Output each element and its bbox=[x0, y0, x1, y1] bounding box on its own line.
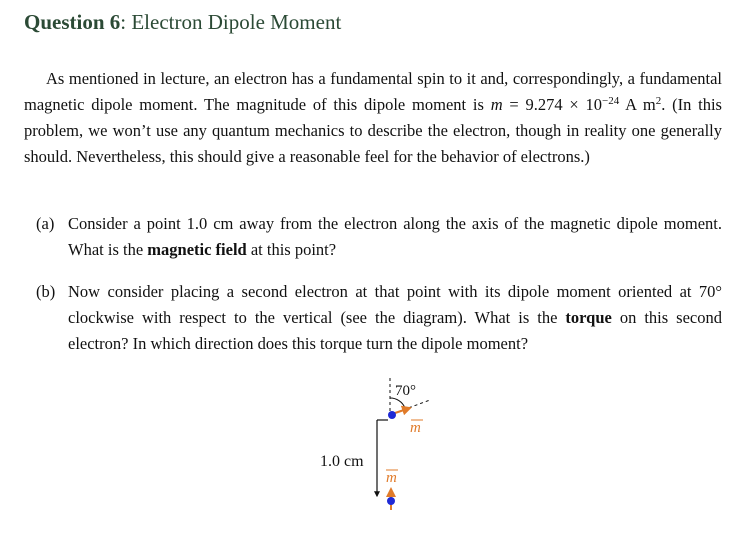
intro-unit: A m bbox=[619, 95, 656, 114]
angle-arc bbox=[390, 398, 405, 408]
top-electron bbox=[388, 411, 396, 419]
intro-exp: −24 bbox=[601, 95, 620, 107]
part-b-bold: torque bbox=[565, 308, 612, 327]
part-b-text-2: on this second electron? In which direction does this torque turn the dipole moment? bbox=[68, 308, 722, 353]
top-m-label: m bbox=[410, 420, 421, 436]
distance-label: 1.0 cm bbox=[320, 453, 364, 470]
part-b-label: (b) bbox=[36, 282, 56, 301]
intro-var-m: m bbox=[490, 95, 503, 114]
part-a-text-2: at this point? bbox=[246, 240, 337, 259]
question-number: Question 6 bbox=[24, 10, 121, 34]
part-b-text-1: Now consider placing a second electron at that point with its dipole moment oriented at 70° clockwise with respect to the vertical (see the diagram). What is the bbox=[68, 282, 722, 327]
question-heading bbox=[24, 10, 341, 35]
part-b bbox=[36, 279, 722, 357]
angle-label: 70° bbox=[395, 383, 416, 399]
intro-text-1: As mentioned in lecture, an electron has a fundamental spin to it and, correspondingly, a fundamental magnetic dipole moment. The magnitude of this dipole moment is bbox=[24, 69, 722, 114]
intro-text-2: . (In this problem, we won’t use any quantum mechanics to describe the electron, though in reality one generally should. Nevertheless, this should give a reasonable feel for the behavior of electrons.) bbox=[24, 95, 722, 166]
bottom-m-label: m bbox=[386, 470, 397, 486]
top-dipole-vector bbox=[392, 408, 410, 414]
angle-direction-line bbox=[392, 400, 430, 414]
part-a-label: (a) bbox=[36, 214, 55, 233]
intro-unit-exp: 2 bbox=[655, 95, 662, 107]
intro-eq: = 9.274 × 10 bbox=[502, 95, 602, 114]
intro-paragraph bbox=[24, 66, 722, 170]
part-a bbox=[36, 211, 722, 263]
part-a-text-1: Consider a point 1.0 cm away from the electron along the axis of the magnetic dipole moment. What is the bbox=[68, 214, 722, 259]
bottom-electron bbox=[387, 497, 395, 505]
part-a-bold: magnetic field bbox=[147, 240, 247, 259]
question-title: : Electron Dipole Moment bbox=[120, 10, 342, 34]
